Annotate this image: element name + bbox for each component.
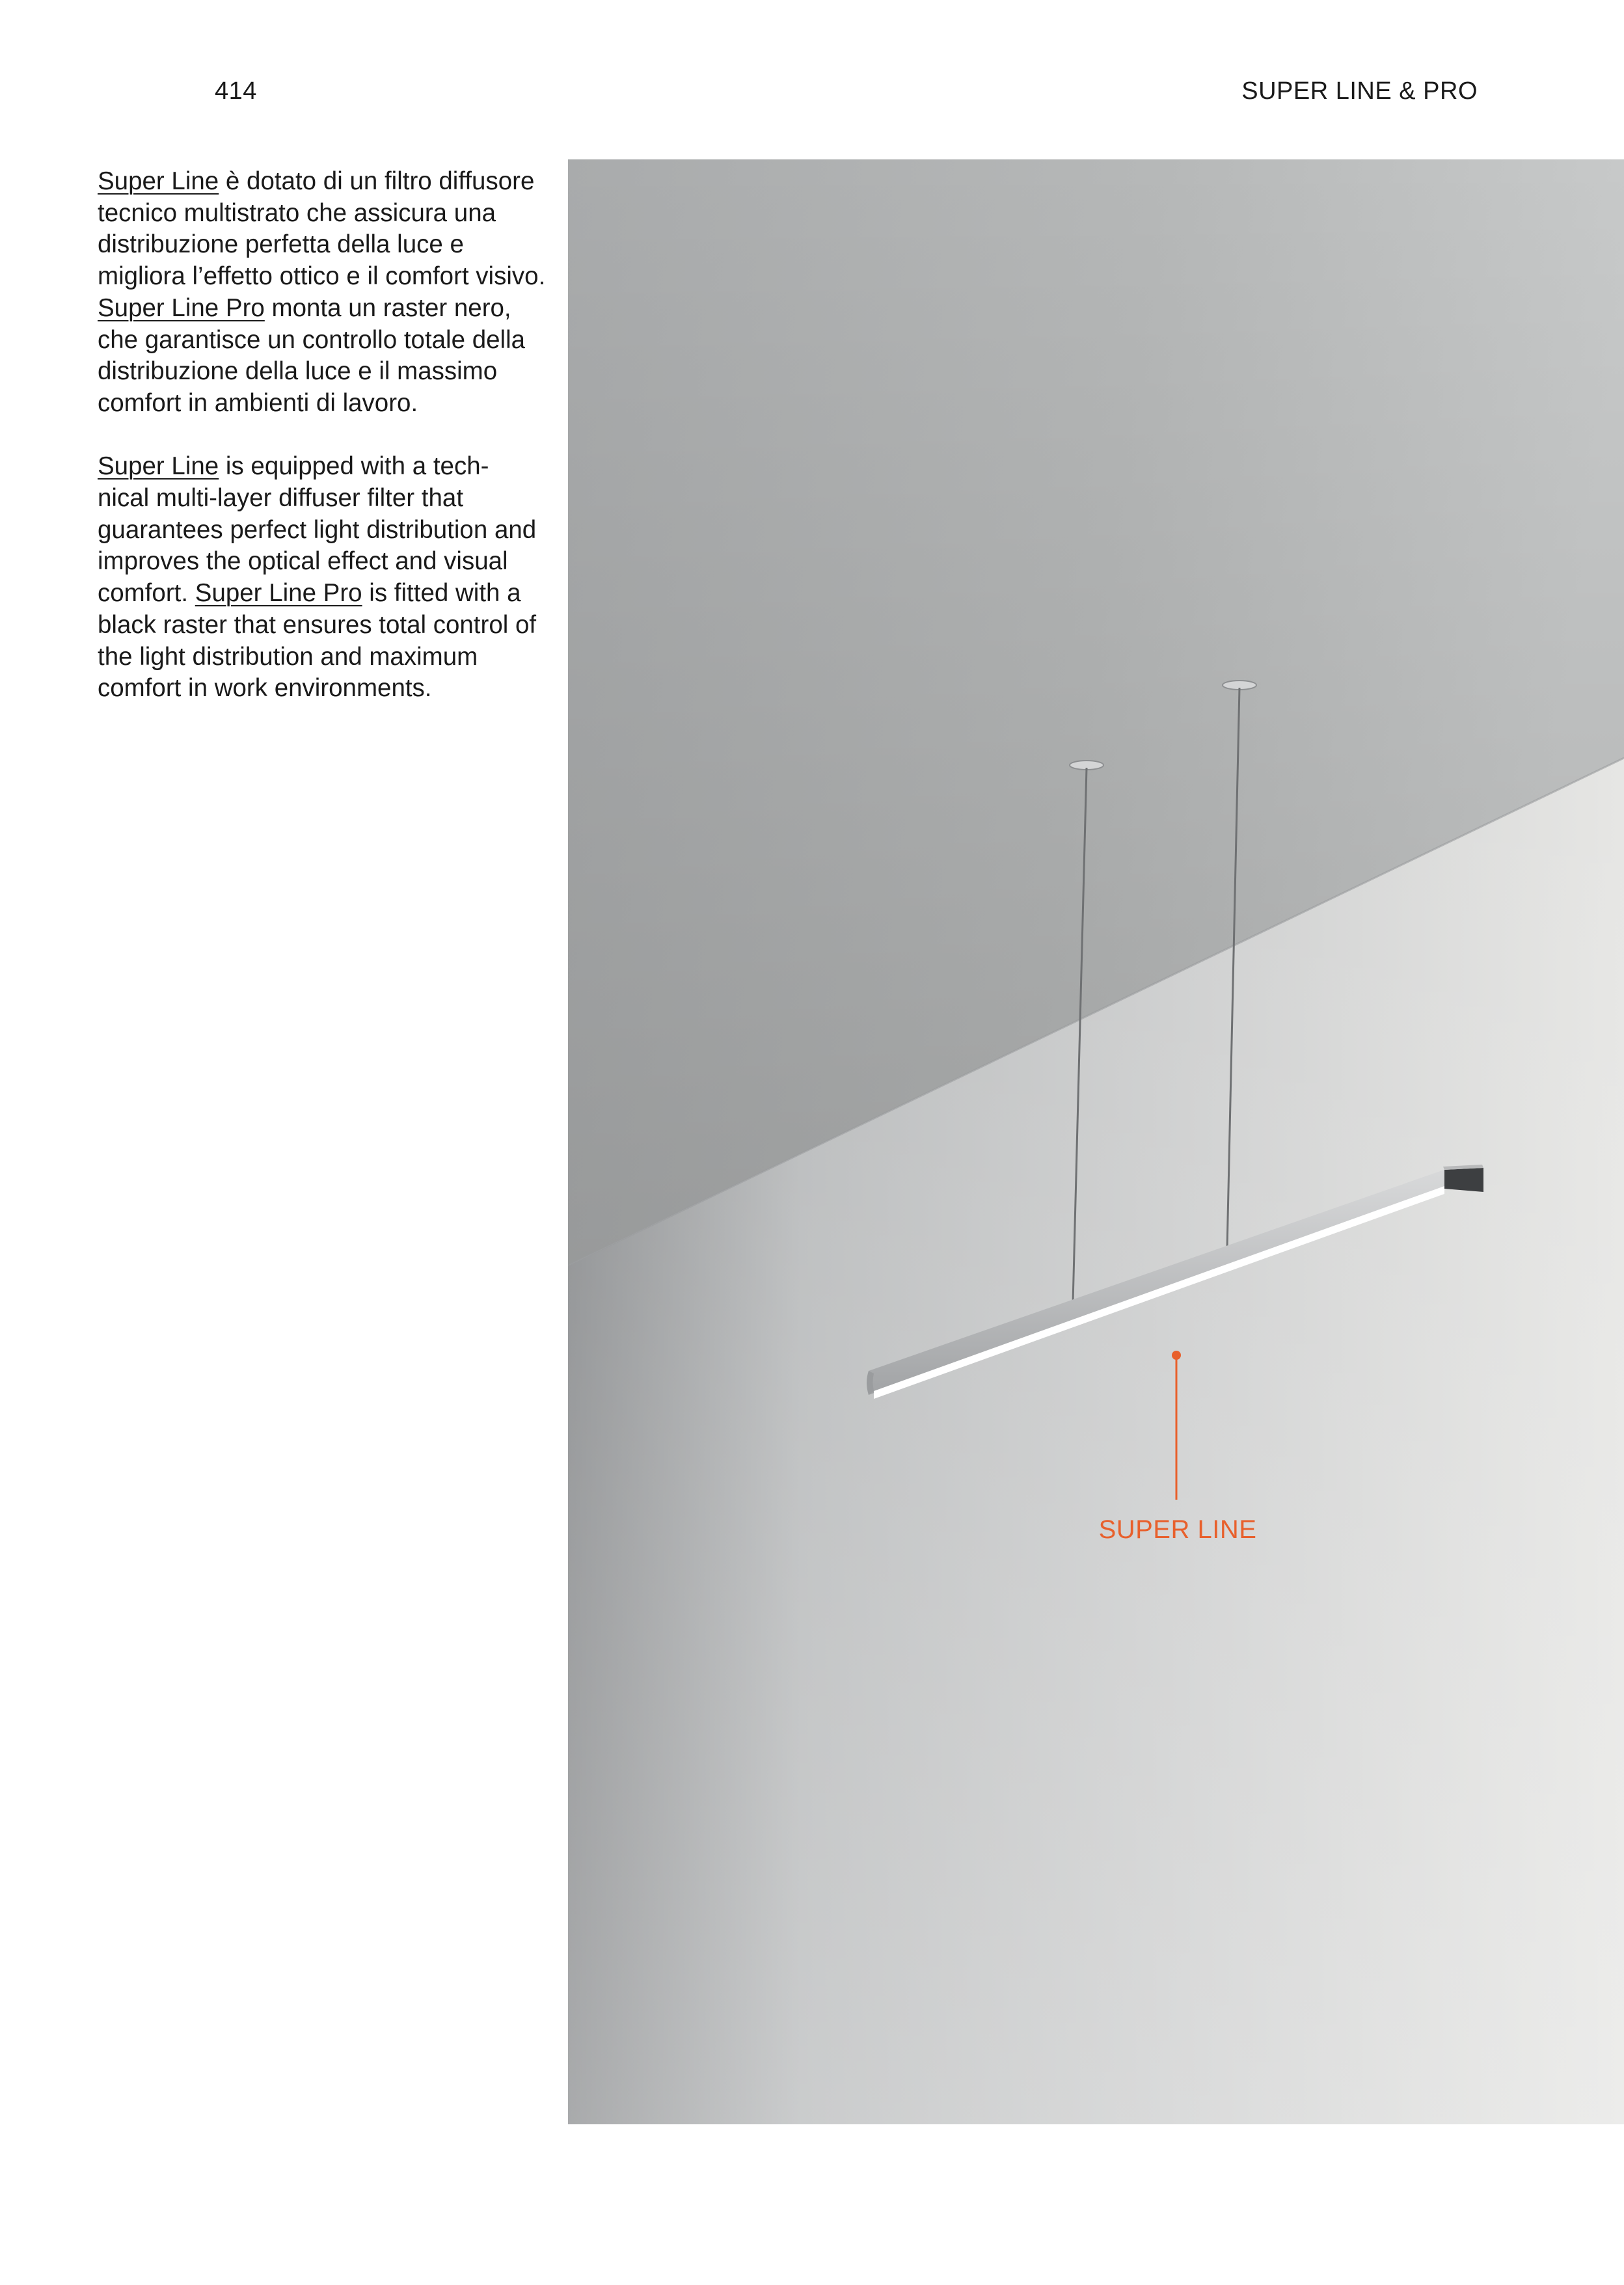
callout-label-super-line: SUPER LINE — [1098, 1515, 1257, 1544]
product-name-super-line-pro: Super Line Pro — [98, 293, 265, 322]
description-text: is equipped with a tech- nical multi-layer diffuser filter that guarantees perfect light distribution and improves the optical effect and visual comfort. — [98, 452, 537, 608]
description-italian — [98, 166, 547, 420]
product-name-super-line: Super Line — [98, 167, 219, 195]
description-english — [98, 451, 547, 705]
description-text: è dotato di un filtro diffusore tecnico multistrato che assicura una distribuzione perfetta della luce e migliora l’effetto ottico e il comfort visivo. — [98, 167, 546, 291]
description-text: monta un raster nero, che garantisce un controllo totale della distribuzione della luce e il massimo comfort in ambienti di lavoro. — [98, 293, 526, 417]
description-text: is fitted with a black raster that ensures total control of the light distribution and maximum comfort in work environments. — [98, 579, 537, 703]
pendant-lamp-illustration — [568, 159, 1624, 2124]
running-title: SUPER LINE & PRO — [1241, 77, 1478, 105]
product-photo — [568, 159, 1624, 2124]
product-name-super-line: Super Line — [98, 452, 219, 481]
lamp-left-end — [867, 1371, 874, 1395]
product-name-super-line-pro: Super Line Pro — [195, 579, 362, 608]
lamp-end-cap — [1444, 1168, 1483, 1192]
page-number: 414 — [215, 77, 257, 105]
description-column — [98, 166, 547, 705]
